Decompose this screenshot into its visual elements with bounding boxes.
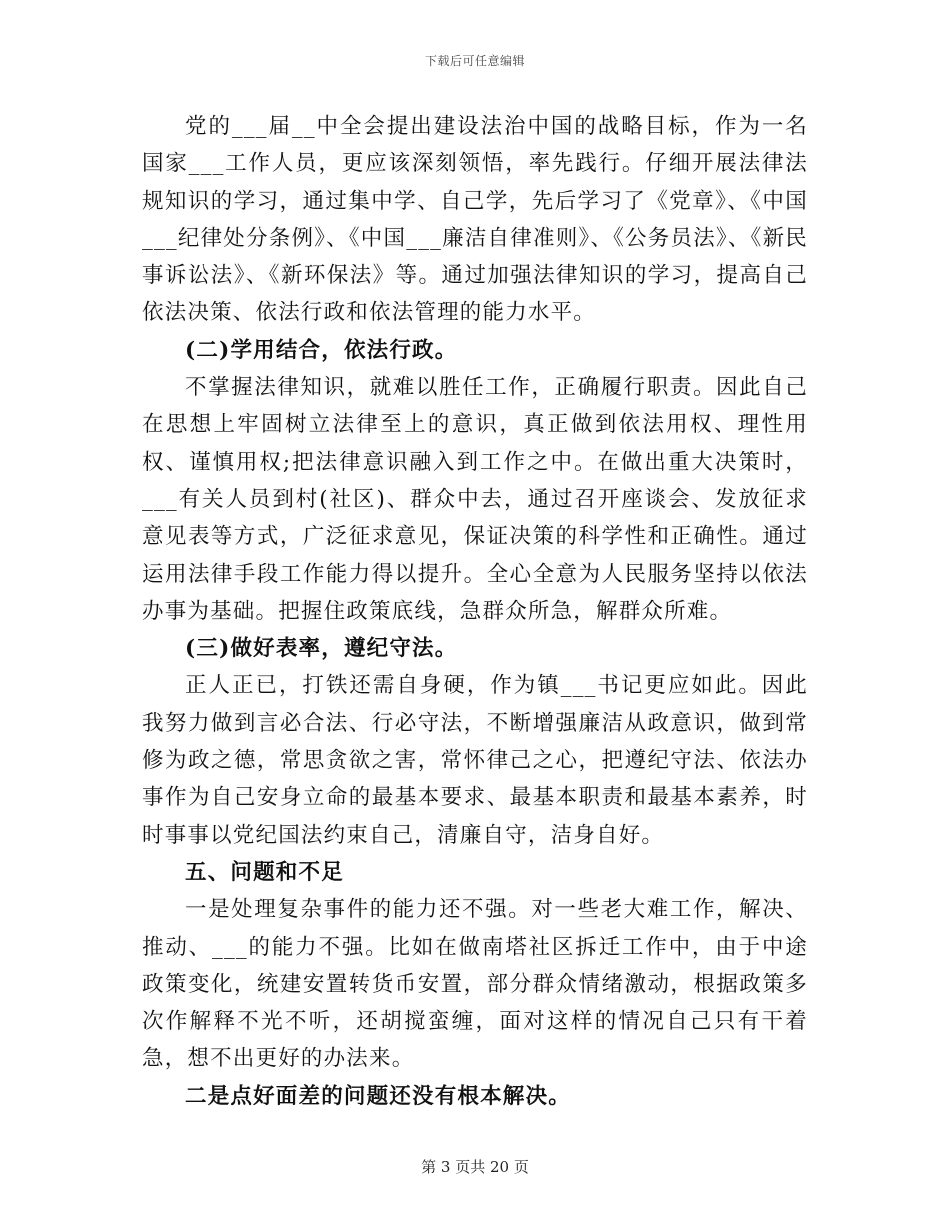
section-heading: 五、问题和不足 (185, 859, 344, 885)
section-heading: 二是点好面差的问题还没有根本解决。 (185, 1083, 571, 1109)
header-note: 下载后可任意编辑 (424, 54, 525, 68)
section-heading: (二)学用结合，依法行政。 (185, 337, 458, 363)
paragraph: 党的___届__中全会提出建设法治中国的战略目标，作为一名国家___工作人员，更应该深刻领悟，率先践行。仔细开展法律法规知识的学习，通过集中学、自己学，先后学习了《党章》、《中国___纪律处分条例》、《中国___廉洁自律准则》、《公务员法》、《新民事诉讼法》、《新环保法》等。通过加强法律知识的学习，提高自己依法决策、依法行政和依法管理的能力水平。 (142, 114, 808, 326)
document-body (142, 108, 808, 1115)
page-number: 第 3 页共 20 页 (421, 1158, 529, 1176)
paragraph: 正人正已，打铁还需自身硬，作为镇___书记更应如此。因此我努力做到言必合法、行必守法，不断增强廉洁从政意识，做到常修为政之德，常思贪欲之害，常怀律己之心，把遵纪守法、依法办事作为自己安身立命的最基本要求、最基本职责和最基本素养，时时事事以党纪国法约束自己，清廉自守，洁身自好。 (142, 673, 808, 848)
paragraph: 不掌握法律知识，就难以胜任工作，正确履行职责。因此自己在思想上牢固树立法律至上的意识，真正做到依法用权、理性用权、谨慎用权;把法律意识融入到工作之中。在做出重大决策时，___有关人员到村(社区)、群众中去，通过召开座谈会、发放征求意见表等方式，广泛征求意见，保证决策的科学性和正确性。通过运用法律手段工作能力得以提升。全心全意为人民服务坚持以依法办事为基础。把握住政策底线，急群众所急，解群众所难。 (142, 375, 808, 624)
section-heading: (三)做好表率，遵纪守法。 (185, 636, 458, 662)
paragraph: 一是处理复杂事件的能力还不强。对一些老大难工作，解决、推动、___的能力不强。比如在做南塔社区拆迁工作中，由于中途政策变化，统建安置转货币安置，部分群众情绪激动，根据政策多次作解释不光不听，还胡搅蛮缠，面对这样的情况自己只有干着急，想不出更好的办法来。 (142, 897, 808, 1072)
